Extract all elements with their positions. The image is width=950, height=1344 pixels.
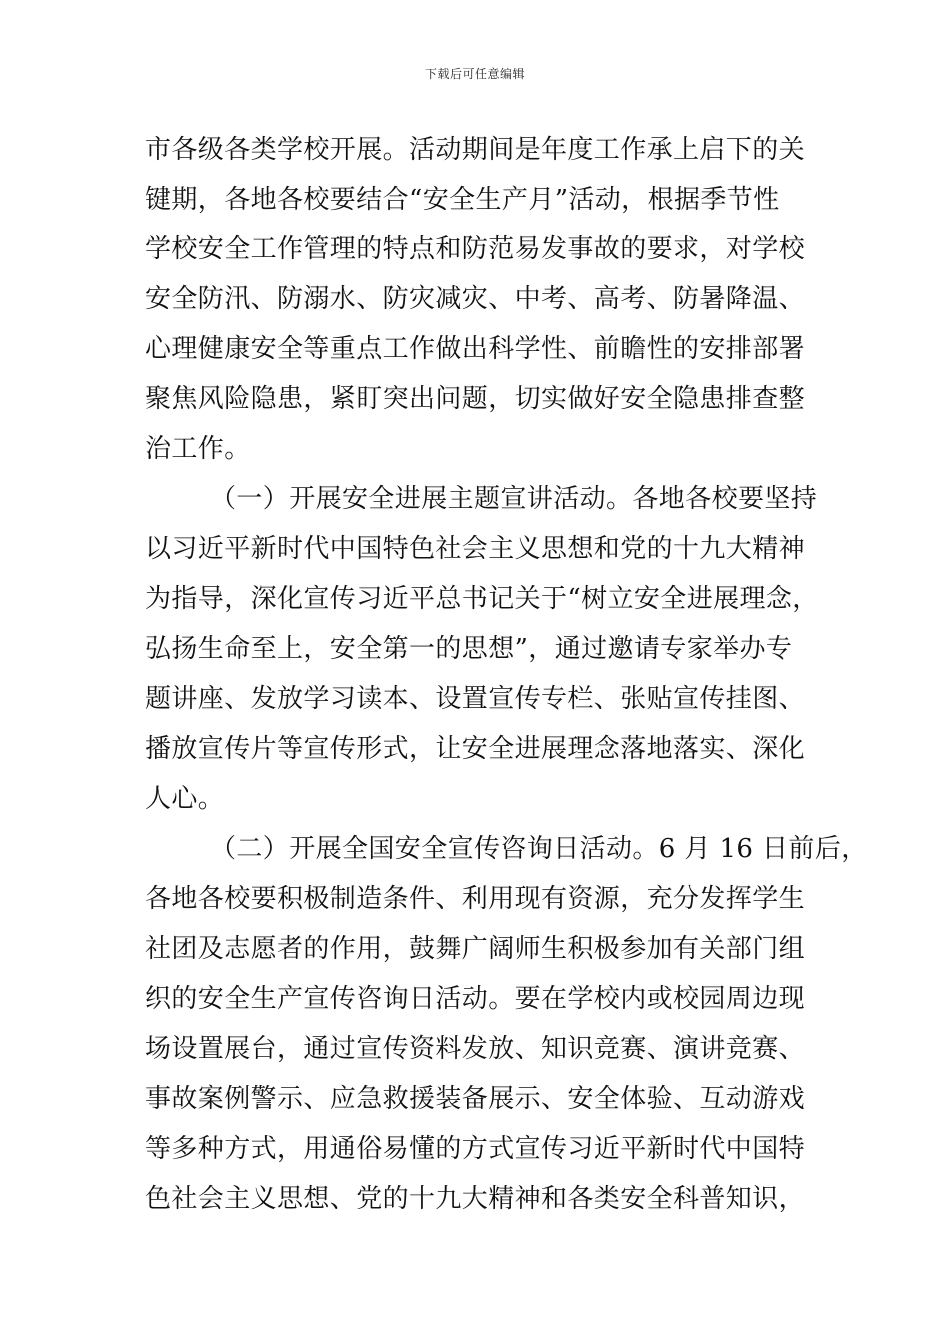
paragraph-line: 各地各校要积极制造条件、利用现有资源，充分发挥学生: [145, 884, 806, 914]
paragraph-line: 弘扬生命至上，安全第一的思想”，通过邀请专家举办专: [145, 634, 793, 664]
paragraph-line: 人心。: [145, 784, 225, 814]
paragraph-line: 织的安全生产宣传咨询日活动。要在学校内或校园周边现: [145, 984, 806, 1014]
paragraph-line: 以习近平新时代中国特色社会主义思想和党的十九大精神: [145, 534, 806, 564]
paragraph-line: 市各级各类学校开展。活动期间是年度工作承上启下的关: [145, 135, 806, 165]
page-header: 下载后可任意编辑: [424, 67, 525, 81]
paragraph-line: 播放宣传片等宣传形式，让安全进展理念落地落实、深化: [145, 734, 806, 764]
paragraph-line: 色社会主义思想、党的十九大精神和各类安全科普知识，: [145, 1184, 806, 1214]
section-heading-line: （二）开展全国安全宣传咨询日活动。6 月 16 日前后，: [210, 834, 868, 864]
paragraph-line: 事故案例警示、应急救援装备展示、安全体验、互动游戏: [145, 1084, 806, 1114]
section-heading-line: （一）开展安全进展主题宣讲活动。各地各校要坚持: [210, 484, 818, 514]
paragraph-line: 安全防汛、防溺水、防灾减灾、中考、高考、防暑降温、: [145, 284, 806, 314]
paragraph-line: 等多种方式，用通俗易懂的方式宣传习近平新时代中国特: [145, 1134, 806, 1164]
paragraph-line: 题讲座、发放学习读本、设置宣传专栏、张贴宣传挂图、: [145, 684, 806, 714]
paragraph-line: 为指导，深化宣传习近平总书记关于“树立安全进展理念，: [145, 584, 819, 614]
paragraph-line: 聚焦风险隐患，紧盯突出问题，切实做好安全隐患排查整: [145, 384, 806, 414]
paragraph-line: 心理健康安全等重点工作做出科学性、前瞻性的安排部署: [145, 334, 806, 364]
paragraph-line: 社团及志愿者的作用，鼓舞广阔师生积极参加有关部门组: [145, 934, 806, 964]
paragraph-line: 键期，各地各校要结合“安全生产月”活动，根据季节性: [145, 185, 780, 215]
paragraph-line: 场设置展台，通过宣传资料发放、知识竞赛、演讲竞赛、: [145, 1034, 806, 1064]
paragraph-line: 学校安全工作管理的特点和防范易发事故的要求，对学校: [145, 234, 806, 264]
paragraph-line: 治工作。: [145, 434, 251, 464]
